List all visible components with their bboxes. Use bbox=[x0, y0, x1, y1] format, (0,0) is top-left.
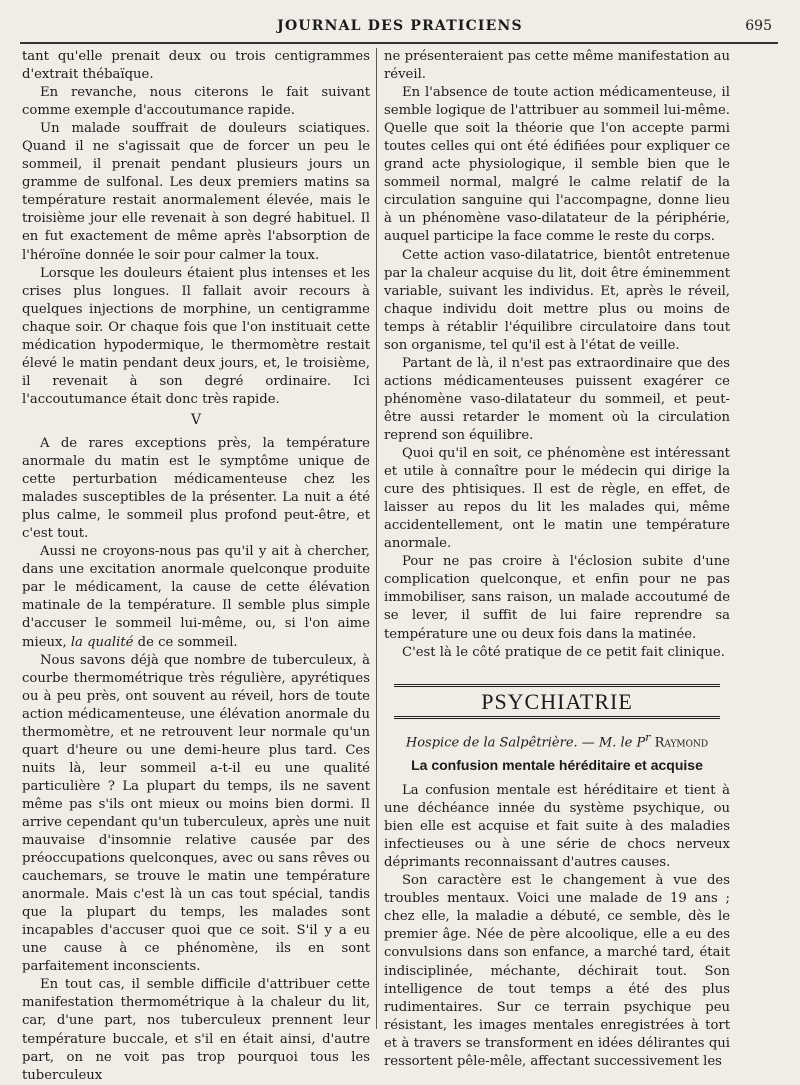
journal-title: JOURNAL DES PRATICIENS bbox=[277, 18, 523, 34]
column-divider bbox=[376, 48, 377, 1029]
paragraph: La confusion mentale est héréditaire et tient à une déchéance innée du système psychique, ou bien elle est acquise et fait suite à des maladies infectieuses ou à une série de chocs nerveux déprimants reconnaissant d'autres causes. bbox=[384, 783, 730, 871]
paragraph: A de rares exceptions près, la température anormale du matin est le symptôme unique de cette perturbation médicamenteuse chez les malades susceptibles de la présenter. La nuit a été plus calme, le sommeil plus profond peut-être, et c'est tout. bbox=[22, 435, 370, 542]
section-heading-box bbox=[394, 684, 720, 719]
byline-name: Raymond bbox=[654, 734, 709, 750]
section-title: PSYCHIATRIE bbox=[481, 688, 633, 714]
paragraph: Partant de là, il n'est pas extraordinaire que des actions médicamenteuses puissent exagérer ce phénomène vaso-dilatateur du sommeil, et peut-être aussi retarder le moment où la circulation reprend son équilibre. bbox=[384, 355, 730, 443]
paragraph: En revanche, nous citerons le fait suivant comme exemple d'accoutumance rapide. bbox=[22, 85, 370, 119]
paragraph: tant qu'elle prenait deux ou trois centigrammes d'extrait thébaïque. bbox=[22, 49, 370, 83]
paragraph: Pour ne pas croire à l'éclosion subite d'une complication quelconque, et enfin pour ne pas immobiliser, sans raison, un malade accoutumé de se lever, il suffit de lui faire reprendre sa température une ou deux fois dans la matinée. bbox=[384, 554, 730, 642]
paragraph: ne présenteraient pas cette même manifestation au réveil. bbox=[384, 49, 730, 83]
section-numeral: V bbox=[190, 411, 202, 428]
byline-sup: r bbox=[645, 730, 651, 744]
header-rule bbox=[20, 42, 778, 44]
paragraph: En l'absence de toute action médicamenteuse, il semble logique de l'attribuer au sommeil lui-même. Quelle que soit la théorie que l'on accepte parmi toutes celles qui ont été édifiées pour expliquer ce grand acte physiologique, il semble bien que le sommeil normal, malgré le calme relatif de la circulation sanguine qui l'accompagne, donne lieu à un phénomène vaso-dilatateur de la périphérie, auquel participe la face comme le reste du corps. bbox=[384, 85, 730, 245]
text-run: Aussi ne croyons-nous pas qu'il y ait à chercher, dans une excitation anormale quelconque produite par le médicament, la cause de cette élévation matinale de la température. Il semble plus simple d'accuser le sommeil lui-même, ou, si l'on aime mieux, bbox=[22, 544, 370, 650]
paragraph: Nous savons déjà que nombre de tuberculeux, à courbe thermométrique très régulière, apyrétiques ou à peu près, ont souvent au réveil, hors de toute action médicamenteuse, une élévation anormale du thermomètre, et ne retrouvent leur normale qu'un quart d'heure ou une demi-heure plus tard. Ces nuits là, leur sommeil a-t-il eu une qualité particulière ? La plupart du temps, ils ne savent même pas s'ils ont mieux ou moins bien dormi. Il arrive cependant qu'un tuberculeux, après une nuit mauvaise d'insomnie relative causée par des préoccupations quelconques, avec ou sans rêves ou cauchemars, se trouve le matin une température anormale. Mais c'est là un cas tout spécial, tandis que la plupart du temps, les malades sont incapables d'accuser quoi que ce soit. S'il y a eu une cause à ce phénomène, ils en sont parfaitement inconscients. bbox=[22, 652, 370, 975]
paragraph: Lorsque les douleurs étaient plus intenses et les crises plus longues. Il fallait avoir recours à quelques injections de morphine, un centigramme chaque soir. Or chaque fois que l'on instituait cette médication hypodermique, le thermomètre restait élevé le matin pendant deux jours, et, le troisième, il revenait à son degré ordinaire. Ici l'accoutumance était donc très rapide. bbox=[22, 265, 370, 407]
left-column bbox=[22, 48, 370, 1083]
byline bbox=[384, 729, 730, 752]
byline-sep: — M. le P bbox=[577, 734, 646, 750]
text-run: de ce sommeil. bbox=[133, 634, 238, 650]
paragraph: Quoi qu'il en soit, ce phénomène est intéressant et utile à connaître pour le médecin qui dirige la cure des phtisiques. Il est de règle, en effet, de laisser au repos du lit les malades qui, même accidentellement, ont le matin une température anormale. bbox=[384, 446, 730, 552]
right-column bbox=[384, 48, 730, 1069]
paragraph: Cette action vaso-dilatatrice, bientôt entretenue par la chaleur acquise du lit, doit être éminemment variable, suivant les individus. Et, après le réveil, chaque individu doit mettre plus ou moins de temps à rétablir l'équilibre circulatoire dans tout son organisme, tel qu'il est à l'état de veille. bbox=[384, 247, 730, 353]
paragraph bbox=[22, 543, 370, 651]
italic-phrase: la qualité bbox=[70, 634, 134, 650]
paragraph: C'est là le côté pratique de ce petit fait clinique. bbox=[402, 644, 725, 660]
paragraph: Un malade souffrait de douleurs sciatiques. Quand il ne s'agissait que de forcer un peu le sommeil, il prenait pendant plusieurs jours un gramme de sulfonal. Les deux premiers matins sa température restait anormalement élevée, mais le troisième jour elle revenait à son degré habituel. Il en fut exactement de même après l'absorption de l'héroïne donnée le soir pour calmer la toux. bbox=[22, 121, 370, 263]
page-header bbox=[24, 8, 776, 40]
page-number: 695 bbox=[745, 18, 772, 34]
article-title: La confusion mentale héréditaire et acquise bbox=[411, 757, 703, 774]
paragraph: En tout cas, il semble difficile d'attribuer cette manifestation thermométrique à la chaleur du lit, car, d'une part, nos tuberculeux prennent leur température buccale, et s'il en était ainsi, d'autre part, on ne voit pas trop pourquoi tous les tuberculeux bbox=[22, 977, 370, 1083]
paragraph: Son caractère est le changement à vue des troubles mentaux. Voici une malade de 19 ans ; chez elle, la maladie a débuté, ce semble, dès le premier âge. Née de père alcoolique, elle a eu des convulsions dans son enfance, a marché tard, était indisciplinée, méchante, déchirait tout. Son intelligence de tout temps a été des plus rudimentaires. Sur ce terrain psychique peu résistant, les images mentales enregistrées à tort et à travers se transforment en idées délirantes qui ressortent pêle-mêle, affectant successivement les bbox=[384, 873, 730, 1069]
byline-place: Hospice de la Salpêtrière. bbox=[405, 734, 578, 750]
